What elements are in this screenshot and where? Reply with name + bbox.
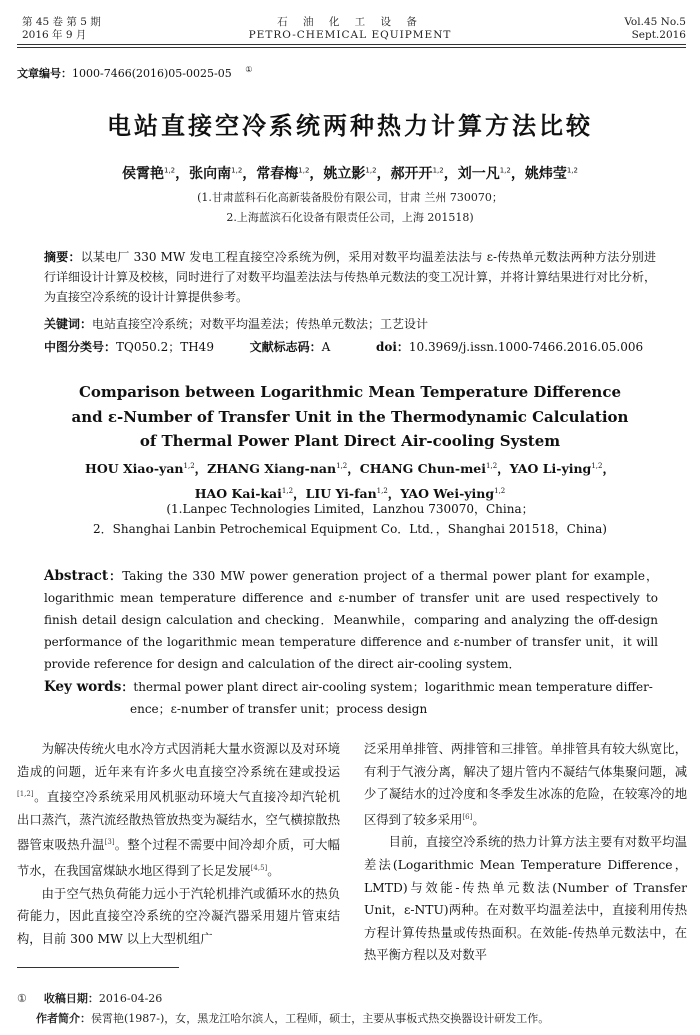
body-paragraph xyxy=(17,738,340,883)
received-value: 2016-04-26 xyxy=(98,992,163,1005)
abstract-en-label: Abstract xyxy=(44,568,109,584)
keywords-en: Key words：thermal power plant direct air-cooling system；logarithmic mean temperature differ- ence；ε-number of transfer unit；process design xyxy=(44,676,658,720)
abstract-cn xyxy=(44,247,656,307)
citation-ref[interactable]: [3] xyxy=(104,838,115,847)
body-text-run: 为解决传统火电水冷方式因消耗大量水资源以及对环境造成的问题，近年来有许多火电直接空冷系统在建或投运 xyxy=(17,742,340,779)
keywords-en-line-1: thermal power plant direct air-cooling system；logarithmic mean temperature differ- xyxy=(133,680,653,694)
author-affiliation-sup: 1,2 xyxy=(164,166,176,175)
title-en-line-2: and ε-Number of Transfer Unit in the Thermodynamic Calculation xyxy=(71,407,629,426)
article-footnote-mark: ① xyxy=(245,65,253,75)
footnote-rule xyxy=(17,967,179,968)
doc-code-value: A xyxy=(321,340,331,354)
citation-ref[interactable]: [4,5] xyxy=(250,864,268,873)
authors-cn: 侯霄艳$^{1,2}$，张向南$^{1,2}$，常春梅$^{1,2}$，姚立影$^{1,2}$，郝开开$^{1,2}$，刘一凡$^{1,2}$，姚炜莹$^{1,2}$ xyxy=(122,166,578,182)
author-affiliation-sup: 1,2 xyxy=(376,487,388,496)
body-text-run: 。 xyxy=(267,864,280,879)
doi-value: 10.3969/j.issn.1000-7466.2016.05.006 xyxy=(408,340,644,354)
citation-ref[interactable]: [1,2] xyxy=(17,790,34,799)
body-text-run: 。整个过程不需要中间冷却介质，可大幅节水，在我国富煤缺水地区得到了长足发展 xyxy=(17,838,340,879)
footnote-mark: ① xyxy=(17,992,27,1005)
affiliation-en-2: 2．Shanghai Lanbin Petrochemical Equipment Co．Ltd．，Shanghai 201518，China) xyxy=(93,522,607,536)
author-affiliation-sup: 1,2 xyxy=(591,462,603,470)
author-affiliation-sup: 1,2 xyxy=(365,166,377,175)
author-name-en: YAO Li-ying xyxy=(509,461,592,477)
abstract-cn-text: 以某电厂 330 MW 发电工程直接空冷系统为例，采用对数平均温差法法与 ε-传热单元数法两种方法分别进行详细设计计算及校核，同时进行了对数平均温差法法与传热单元数法的变工况计算，并将计算结果进行对比分析，为直接空冷系统的设计计算提供参考。 xyxy=(44,250,657,304)
abstract-en: Abstract：Taking the 330 MW power generation project of a thermal power plant for example， logarithmic mean temperature difference and ε-number of transfer unit are used respectively to finish detail design calculation and checking．Meanwhile，comparing and analyzing the off-design performance of the logarithmic mean temperature difference and ε-number of transfer unit，it will provide reference for design and calculation of the direct air-cooling system． xyxy=(44,568,658,671)
author-bio-value: 侯霄艳(1987-)，女，黑龙江哈尔滨人，工程师，硕士，主要从事板式热交换器设计研发工作。 xyxy=(91,1012,550,1025)
title-en-line-1: Comparison between Logarithmic Mean Temperature Difference xyxy=(78,383,621,401)
author-affiliation-sup: 1,2 xyxy=(566,166,578,175)
article-number xyxy=(17,65,252,81)
footnote-author xyxy=(36,1010,549,1026)
body-text-run: 。直接空冷系统采用风机驱动环境大气直接冷却汽轮机出口蒸汽，蒸汽流经散热管放热变为凝结水，空气横掠散热器管束吸热升温 xyxy=(17,790,340,853)
keywords-cn-label: 关键词： xyxy=(44,317,93,331)
abstract-cn-label: 摘要： xyxy=(44,250,81,264)
keywords-cn xyxy=(44,315,428,332)
header-vol-en xyxy=(624,16,686,42)
citation-ref[interactable]: [6] xyxy=(462,812,473,821)
header-date: 2016 年 9 月 xyxy=(22,29,87,41)
body-paragraph: 目前，直接空冷系统的热力计算方法主要有对数平均温差法(Logarithmic Mean Temperature Difference，LMTD)与效能-传热单元数法(Number of Transfer Unit，ε-NTU)两种。在对数平均温差法中，直接利用传热方程计算传热量或传热面积。在效能-传热单元数法中，在热平衡方程以及对数平 xyxy=(364,835,687,963)
author-affiliation-sup: 1,2 xyxy=(432,166,444,175)
keywords-en-label: Key words xyxy=(44,679,122,695)
author-name-cn: 姚立影 xyxy=(323,166,366,182)
affiliation-cn-1: (1.甘肃蓝科石化高新装备股份有限公司，甘肃 兰州 730070； xyxy=(197,191,503,204)
footnote-received xyxy=(17,990,162,1006)
author-name-en: ZHANG Xiang-nan xyxy=(207,461,337,477)
body-column-right xyxy=(364,738,687,967)
author-affiliation-sup: 1,2 xyxy=(499,166,511,175)
body-paragraph xyxy=(364,738,687,831)
header-volume: 第 45 卷 第 5 期 xyxy=(22,16,101,28)
header-journal xyxy=(200,16,500,42)
authors-en-line-2: HAO Kai-kai$^{1,2}$，LIU Yi-fan$^{1,2}$，YAO Wei-ying$^{1,2}$ xyxy=(194,486,506,502)
author-name-en: LIU Yi-fan xyxy=(305,486,377,502)
author-affiliation-sup: 1,2 xyxy=(183,462,195,470)
affiliation-en-1: (1.Lanpec Technologies Limited，Lanzhou 730070，China； xyxy=(166,502,534,516)
header-journal-cn: 石 油 化 工 设 备 xyxy=(277,16,423,28)
header-vol-no: Vol.45 No.5 xyxy=(624,16,686,28)
author-name-cn: 姚炜莹 xyxy=(524,166,567,182)
body-text-run: 。 xyxy=(472,812,485,827)
article-number-label: 文章编号： xyxy=(17,67,72,80)
received-label: 收稿日期： xyxy=(43,992,99,1005)
author-name-cn: 郝开开 xyxy=(390,166,433,182)
author-affiliation-sup: 1,2 xyxy=(494,487,506,496)
author-name-en: CHANG Chun-mei xyxy=(359,461,487,477)
title-en-line-3: of Thermal Power Plant Direct Air-cooling System xyxy=(139,432,561,450)
author-name-cn: 张向南 xyxy=(189,166,232,182)
author-name-cn: 侯霄艳 xyxy=(122,166,164,182)
header-journal-en: PETRO-CHEMICAL EQUIPMENT xyxy=(248,29,452,41)
author-affiliation-sup: 1,2 xyxy=(298,166,310,175)
author-bio-label: 作者简介： xyxy=(36,1012,91,1025)
body-text-run: 泛采用单排管、两排管和三排管。单排管具有较大纵宽比，有利于气液分离，解决了翅片管内不凝结气体集聚问题，减少了凝结水的过冷度和冬季发生冰冻的危险，在较寒冷的地区得到了较多采用 xyxy=(364,742,687,827)
page-title-en xyxy=(0,380,700,454)
author-affiliation-sup: 1,2 xyxy=(231,166,243,175)
header-month: Sept.2016 xyxy=(631,29,686,41)
abstract-en-text: Taking the 330 MW power generation project of a thermal power plant for example， logarithmic mean temperature difference and ε-number of transfer unit are used respectively to finish detail design calculation and checking．Meanwhile，comparing and analyzing the off-design performance of the logarithmic mean temperature difference and ε-number of transfer unit，it will provide reference for design and calculation of the direct air-cooling system． xyxy=(44,569,658,671)
doc-code-label: 文献标志码： xyxy=(249,340,322,354)
page-title-cn: 电站直接空冷系统两种热力计算方法比较 xyxy=(107,112,593,140)
body-column-left xyxy=(17,738,340,951)
author-affiliation-sup: 1,2 xyxy=(336,462,348,470)
header-rule-top xyxy=(17,44,686,45)
author-name-en: HAO Kai-kai xyxy=(194,486,282,502)
header-volume-issue xyxy=(22,16,101,42)
clc-value: TQ050.2；TH49 xyxy=(116,340,214,354)
authors-en xyxy=(0,455,700,505)
body-paragraph: 由于空气热负荷能力远小于汽轮机排汽或循环水的热负荷能力，因此直接空冷系统的空冷凝汽器采用翅片管束结构，目前 300 MW 以上大型机组广 xyxy=(17,886,340,947)
doi-label: doi： xyxy=(375,340,409,354)
keywords-cn-text: 电站直接空冷系统；对数平均温差法；传热单元数法；工艺设计 xyxy=(92,317,429,331)
article-number-value: 1000-7466(2016)05-0025-05 xyxy=(72,67,232,80)
author-name-en: YAO Wei-ying xyxy=(400,486,495,502)
author-name-cn: 常春梅 xyxy=(256,166,299,182)
author-affiliation-sup: 1,2 xyxy=(486,462,498,470)
author-name-cn: 刘一凡 xyxy=(457,166,500,182)
clc-label: 中图分类号： xyxy=(44,340,117,354)
author-name-en: HOU Xiao-yan xyxy=(85,461,184,477)
keywords-en-line-2: ence；ε-number of transfer unit；process design xyxy=(130,702,428,716)
header-rule-bottom xyxy=(17,47,686,48)
author-affiliation-sup: 1,2 xyxy=(281,487,294,496)
classification-line xyxy=(44,338,664,355)
affiliation-cn-2: 2.上海蓝滨石化设备有限责任公司，上海 201518) xyxy=(226,211,474,224)
authors-en-line-1: HOU Xiao-yan$^{1,2}$，ZHANG Xiang-nan$^{1,2}$，CHANG Chun-mei$^{1,2}$，YAO Li-ying$^{1,2}$， xyxy=(85,461,615,477)
